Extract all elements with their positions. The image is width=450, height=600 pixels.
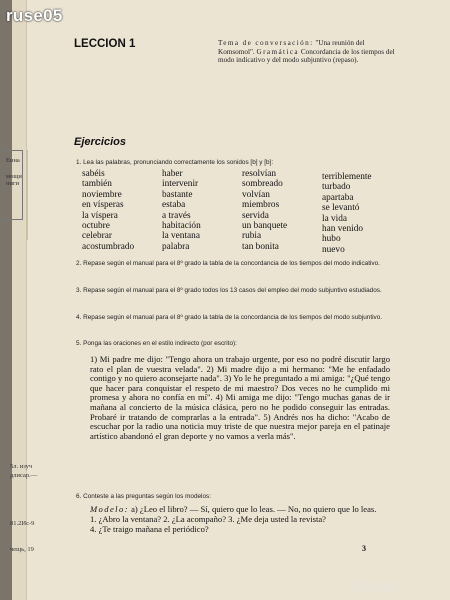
word: la víspera bbox=[82, 210, 118, 221]
word: tan bonita bbox=[242, 241, 279, 252]
lesson-title: LECCION 1 bbox=[74, 38, 136, 50]
left-fragment: Ениа bbox=[6, 157, 20, 164]
word-column-4 bbox=[322, 172, 372, 255]
word: volvían bbox=[242, 189, 270, 200]
word: bastante bbox=[162, 189, 193, 200]
word: hubo bbox=[322, 234, 341, 245]
exercise-5-instruction: 5. Ponga las oraciones en el estilo indirecto (por escrito): bbox=[76, 340, 237, 347]
topic-text: "Una reunión del Komsomol". bbox=[218, 39, 365, 56]
word-column-2 bbox=[162, 169, 201, 252]
left-fragment: мощи bbox=[6, 173, 22, 180]
left-fragment: чещь, 19 bbox=[10, 546, 34, 553]
word: a través bbox=[162, 210, 191, 221]
word: un banquete bbox=[242, 221, 288, 232]
word: apartaba bbox=[322, 192, 354, 203]
word: la ventana bbox=[162, 231, 200, 242]
word: noviembre bbox=[82, 189, 122, 200]
watermark: ruse05 bbox=[6, 6, 63, 25]
word-column-1 bbox=[82, 169, 134, 252]
word: nuevo bbox=[322, 244, 345, 255]
lesson-topic bbox=[218, 39, 398, 65]
word: acostumbrado bbox=[82, 241, 135, 252]
word: estaba bbox=[162, 200, 186, 211]
word: se levantó bbox=[322, 203, 360, 214]
word: en vísperas bbox=[82, 200, 124, 211]
model-text: a) ¿Leo el libro? — Sí, quiero que lo leas. — No, no quiero que lo leas. bbox=[131, 504, 377, 514]
exercise-4: 4. Repase según el manual para el 8º grado la tabla de la concordancia de los tiempos del modo subjuntivo. bbox=[76, 314, 383, 321]
left-margin-shadow bbox=[26, 150, 28, 240]
left-fragment: ниги bbox=[6, 180, 20, 187]
grammar-label: Gramática bbox=[256, 47, 300, 56]
word: han venido bbox=[322, 224, 364, 235]
left-fragment: 81.2Ис-9 bbox=[10, 520, 35, 527]
brand-logo bbox=[352, 580, 397, 594]
word: sombreado bbox=[242, 179, 283, 190]
exercise-5-text: 1) Mi padre me dijo: "Tengo ahora un trabajo urgente, por eso no podré discutir largo rato el plan de vuestra velada". 2) Mi madre dijo a mi hermano: "Me he enfadado contigo y no quiero aconsejarte nada". 3) Yo le he preguntado a mi amiga: "¿Qué tengo que hacer para conquistar el respeto de mi maestro? Dos veces no he cumplido mi promesa y ahora no confía en mí". 4) Mi amiga me dijo: "Tengo muchas ganas de ir mañana al concierto de la música clásica, pero no he podido conseguir las entradas. Probaré ir tratando de comprarlas a la entrada". 5) Andrés nos ha dicho: "Acabo de escuchar por la radio una noticia muy triste de que nuestra mejor pareja en el patinaje artístico abandonó el gran deporte y no vamos a verla más". bbox=[90, 354, 390, 441]
exercise-6-questions: 4. ¿Te traigo mañana el periódico? bbox=[90, 524, 209, 534]
exercise-2: 2. Repase según el manual para el 8º grado la tabla de la concordancia de los tiempos del modo indicativo. bbox=[76, 260, 380, 267]
page-gutter bbox=[12, 0, 27, 600]
word: haber bbox=[162, 169, 183, 179]
topic-label: Tema de conversación: bbox=[218, 39, 314, 47]
left-fragment: 5л. изуч bbox=[10, 463, 33, 470]
word: resolvían bbox=[242, 169, 277, 179]
word: la vida bbox=[322, 213, 348, 224]
word: miembros bbox=[242, 200, 280, 211]
word: sabéis bbox=[82, 169, 105, 179]
exercise-3: 3. Repase según el manual para el 8º grado todos los 13 casos del empleo del modo subjuntivo estudiados. bbox=[76, 287, 382, 294]
logo-text: BAZAR bbox=[352, 580, 397, 594]
word: palabra bbox=[162, 241, 190, 252]
word: octubre bbox=[82, 221, 110, 232]
word: también bbox=[82, 179, 112, 190]
exercises-heading: Ejercicios bbox=[74, 136, 126, 148]
model-label: Modelo: bbox=[90, 504, 129, 514]
word: intervenir bbox=[162, 179, 199, 190]
book-page bbox=[6, 0, 450, 600]
exercise-6-instruction: 6. Conteste a las preguntas según los modelos: bbox=[76, 493, 211, 500]
page-number: 3 bbox=[362, 544, 366, 553]
exercise-6-model bbox=[90, 504, 390, 514]
word: terriblemente bbox=[322, 172, 372, 182]
word-column-3 bbox=[242, 169, 287, 252]
exercise-6-body bbox=[90, 504, 390, 534]
word: habitación bbox=[162, 221, 201, 232]
word: rubia bbox=[242, 231, 262, 242]
word: servida bbox=[242, 210, 269, 221]
word: turbado bbox=[322, 182, 351, 193]
grammar-text: Concordancia de los tiempos del modo indicativo y del modo subjuntivo (repaso). bbox=[218, 47, 395, 65]
word: celebrar bbox=[82, 231, 112, 242]
exercise-1-instruction: 1. Lea las palabras, pronunciando correctamente los sonidos [b] y [b]: bbox=[76, 159, 274, 166]
exercise-6-questions: 1. ¿Abro la ventana? 2. ¿La acompaño? 3. ¿Me deja usted la revista? bbox=[90, 514, 326, 524]
left-fragment: длисар.— bbox=[10, 472, 38, 479]
